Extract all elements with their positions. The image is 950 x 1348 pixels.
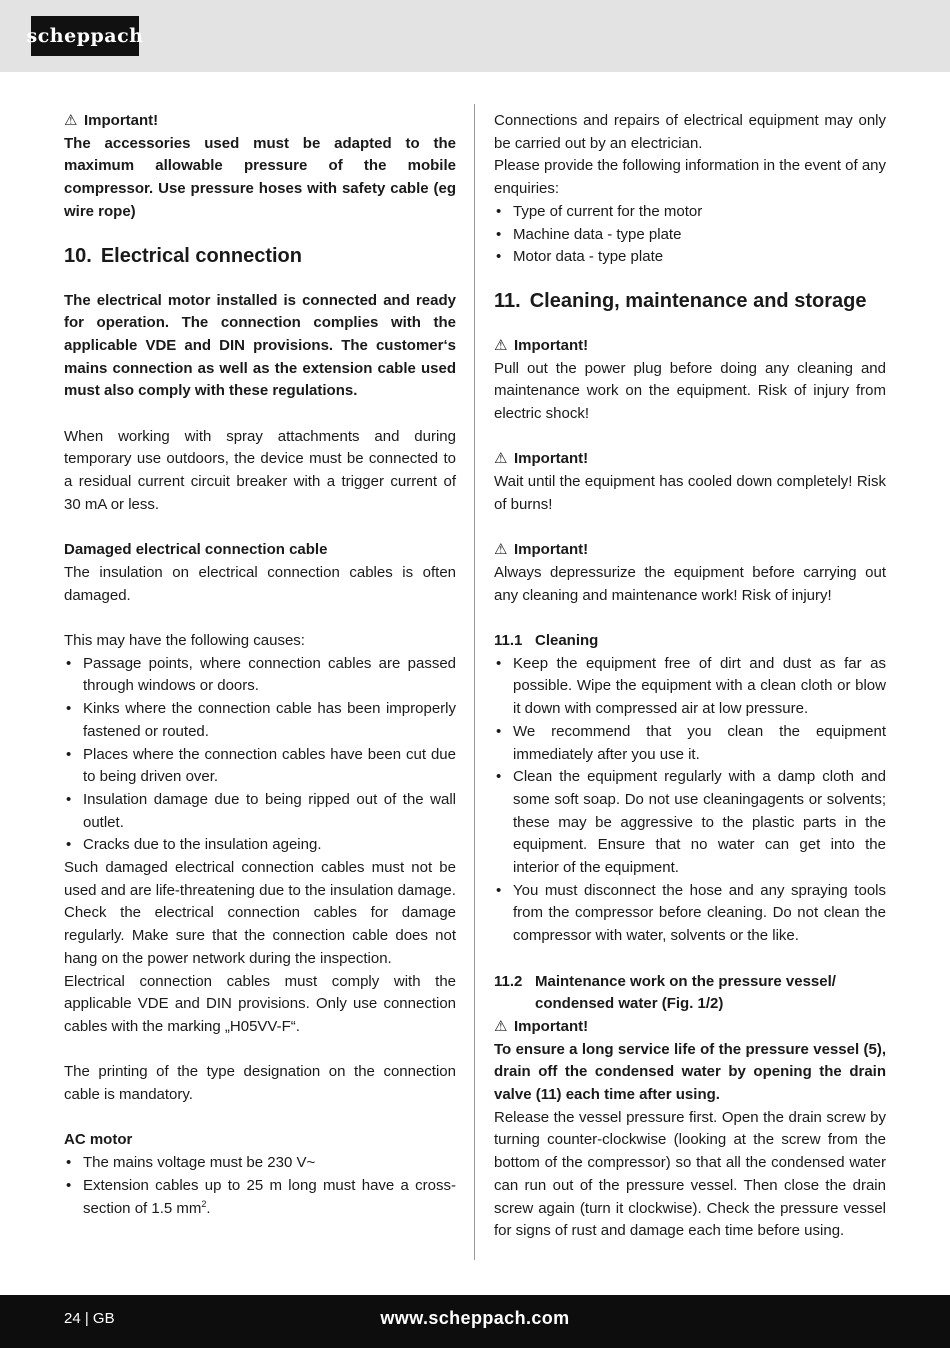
right-column (494, 110, 886, 1243)
causes-intro: This may have the following causes: (64, 632, 305, 650)
left-column (64, 110, 456, 1220)
list-item: • Places where the connection cables have been cut due to being driven over. (64, 744, 456, 789)
list-item: • Insulation damage due to being ripped out of the wall outlet. (64, 789, 456, 834)
list-item: • We recommend that you clean the equipment immediately after you use it. (494, 721, 886, 766)
list-item: • Cracks due to the insulation ageing. (64, 834, 456, 857)
enquiries-intro: Please provide the following information in the event of any enquiries: (494, 157, 886, 198)
damaged-cables-warning: Such damaged electrical connection cables must not be used and are life-threatening due to the insulation damage. (64, 859, 456, 899)
list-item: • Keep the equipment free of dirt and dust as far as possible. Wipe the equipment with a clean cloth or blow it down with compressed air at low pressure. (494, 653, 886, 721)
comply-paragraph: Electrical connection cables must comply with the applicable VDE and DIN provisions. Only use connection cables with the marking „H05VV-F“. (64, 972, 456, 1035)
website-link[interactable]: www.scheppach.com (380, 1308, 570, 1328)
connection-paragraph: The electrical motor installed is connected and ready for operation. The connection complies with the applicable VDE and DIN provisions. The customer‘s mains connection as well as the extension cable used must also comply with these regulations. (64, 291, 456, 400)
warning-triangle-icon: ⚠ (494, 336, 508, 354)
warning-text: The accessories used must be adapted to the maximum allowable pressure of the mobile compressor. Use pressure hoses with safety cable (eg wire rope) (64, 134, 456, 220)
page-footer (0, 1295, 950, 1348)
list-item: • Type of current for the motor (494, 201, 886, 224)
important-label: ⚠ Important! (494, 448, 886, 471)
scheppach-logo: scheppach (31, 16, 139, 56)
page-number: 24 | GB (64, 1310, 115, 1327)
subsection-heading: 11.1 Cleaning (494, 632, 599, 650)
warning-text: Always depressurize the equipment before carrying out any cleaning and maintenance work! Risk of injury! (494, 563, 886, 604)
important-label: ⚠ Important! (494, 335, 886, 358)
important-label: ⚠ Important! (64, 110, 456, 133)
damaged-cable-heading: Damaged electrical connection cable (64, 541, 328, 559)
spray-paragraph: When working with spray attachments and during temporary use outdoors, the device must be connected to a residual current circuit breaker with a trigger current of 30 mA or less. (64, 427, 456, 513)
important-label: ⚠ Important! (494, 539, 886, 562)
cleaning-list (494, 653, 886, 948)
page-header (0, 0, 950, 72)
warning-text: Wait until the equipment has cooled down completely! Risk of burns! (494, 473, 886, 513)
list-item: • Machine data - type plate (494, 224, 886, 247)
warning-text: Pull out the power plug before doing any cleaning and maintenance work on the equipment. Risk of injury from electric shock! (494, 359, 886, 423)
ac-motor-list (64, 1152, 456, 1220)
electrician-paragraph: Connections and repairs of electrical equipment may only be carried out by an electrician. (494, 112, 886, 152)
check-paragraph: Check the electrical connection cables for damage regularly. Make sure that the connection cable does not hang on the power network during the inspection. (64, 904, 456, 967)
section-heading: 11. Cleaning, maintenance and storage (494, 289, 867, 312)
list-item: • Motor data - type plate (494, 246, 886, 269)
warning-triangle-icon: ⚠ (494, 1017, 508, 1035)
release-instruction: Release the vessel pressure first. Open the drain screw by turning counter-clockwise (looking at the screw from the bottom of the compressor) so that all the condensed water can run out of the pressure vessel. Then close the drain screw again (turn it clockwise). Check the pressure vessel for signs of rust and damage each time before using. (494, 1108, 886, 1240)
printing-paragraph: The printing of the type designation on the connection cable is mandatory. (64, 1063, 456, 1104)
section-heading: 10. Electrical connection (64, 244, 302, 267)
warning-triangle-icon: ⚠ (494, 541, 508, 559)
list-item: • The mains voltage must be 230 V~ (64, 1152, 456, 1175)
enquiries-list (494, 201, 886, 269)
column-divider (474, 104, 475, 1260)
warning-triangle-icon: ⚠ (64, 112, 78, 129)
list-item: • Kinks where the connection cable has been improperly fastened or routed. (64, 698, 456, 743)
list-item: • Clean the equipment regularly with a damp cloth and some soft soap. Do not use cleaningagents or solvents; these may be aggressive to the plastic parts in the equipment. Ensure that no water can get into the interior of the equipment. (494, 766, 886, 880)
important-label: ⚠ Important! (494, 1016, 886, 1039)
subsection-heading-continued: condensed water (Fig. 1/2) (535, 995, 724, 1013)
causes-list (64, 653, 456, 857)
warning-triangle-icon: ⚠ (494, 450, 508, 468)
drain-instruction: To ensure a long service life of the pressure vessel (5), drain off the condensed water by opening the drain valve (11) each time after using. (494, 1040, 886, 1104)
damaged-cable-text: The insulation on electrical connection cables is often damaged. (64, 563, 456, 604)
list-item: • You must disconnect the hose and any spraying tools from the compressor before cleaning. Do not clean the compressor with water, solvents or the like. (494, 880, 886, 948)
ac-motor-heading: AC motor (64, 1131, 133, 1149)
list-item: • Extension cables up to 25 m long must have a cross-section of 1.5 $mm^2$. (64, 1175, 456, 1220)
list-item: • Passage points, where connection cables are passed through windows or doors. (64, 653, 456, 698)
subsection-heading: 11.2 Maintenance work on the pressure vessel/ (494, 972, 836, 990)
